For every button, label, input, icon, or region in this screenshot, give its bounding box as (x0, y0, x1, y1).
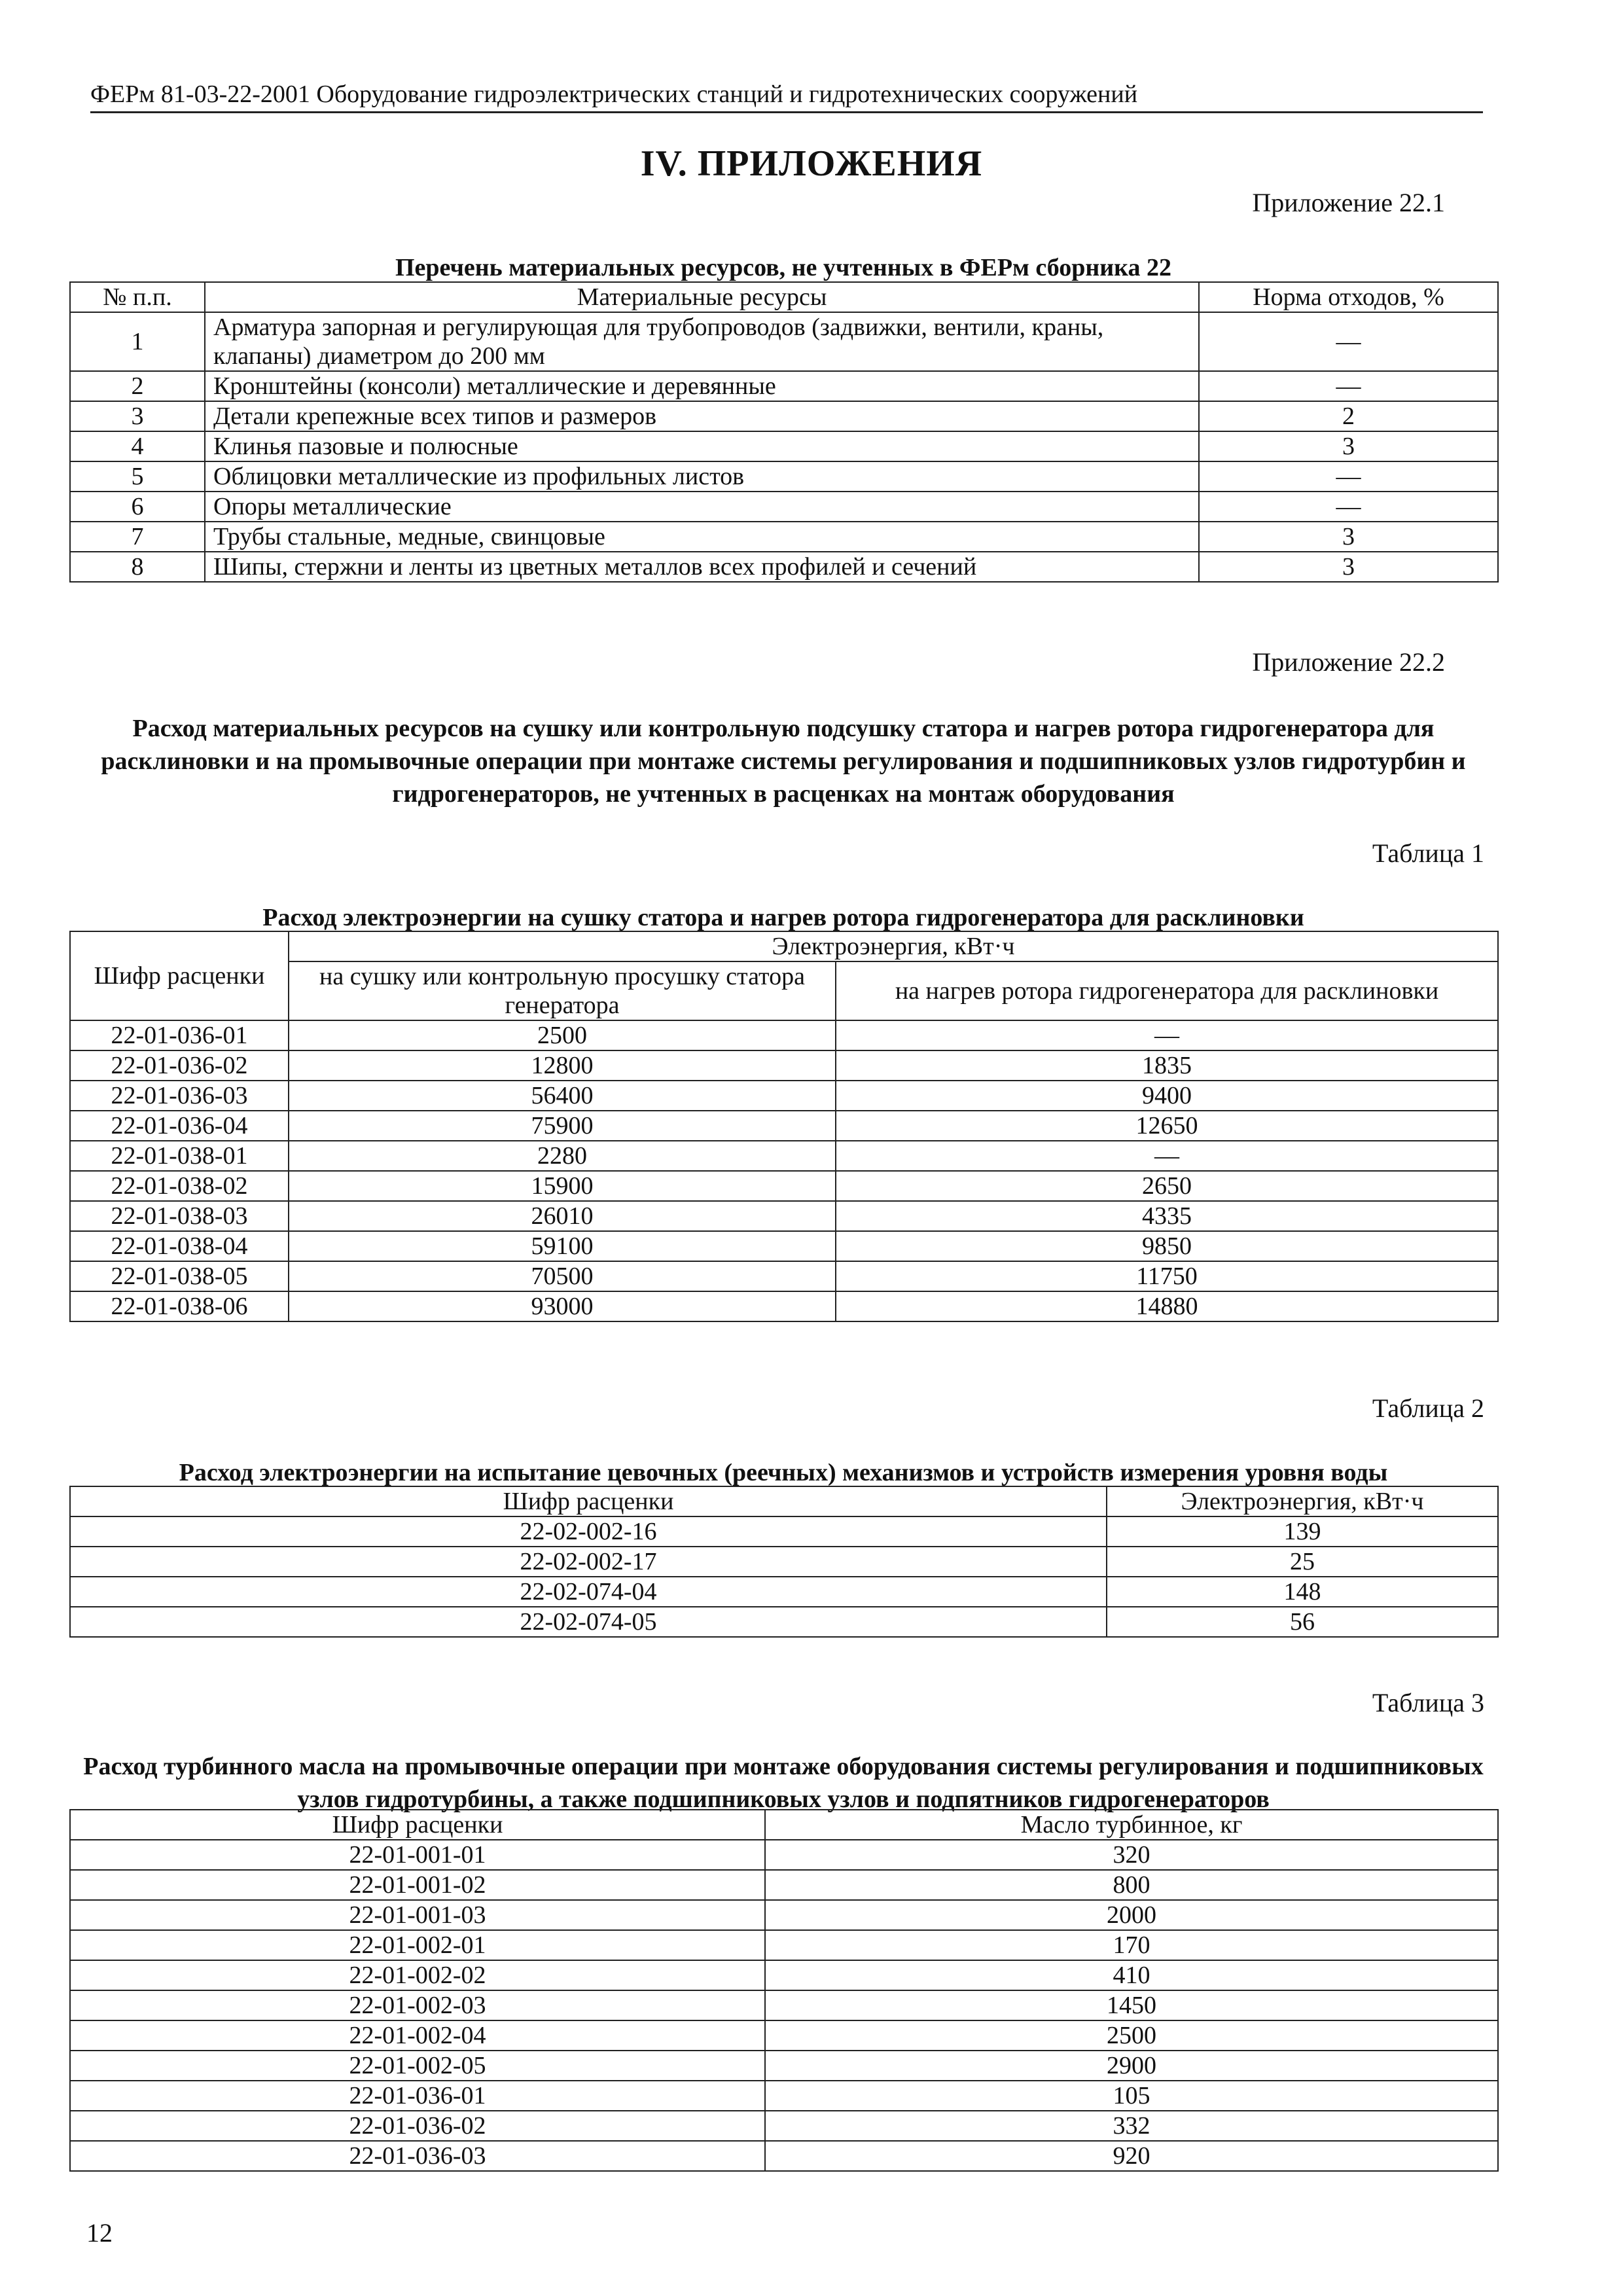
materials-table (69, 281, 1499, 583)
table-cell: 2000 (765, 1900, 1498, 1930)
table-3-label: Таблица 3 (1372, 1688, 1484, 1717)
table-cell: Облицовки металлические из профильных листов (205, 461, 1199, 492)
table-cell: 22-01-038-04 (70, 1231, 289, 1261)
table-row (70, 2111, 1498, 2141)
table-cell: 22-01-001-01 (70, 1840, 765, 1870)
table-row (70, 1201, 1498, 1231)
appendix-22-2-label: Приложение 22.2 (1252, 647, 1445, 677)
table-cell: Трубы стальные, медные, свинцовые (205, 522, 1199, 552)
table-cell: 22-01-038-03 (70, 1201, 289, 1231)
table-cell: 3 (1199, 552, 1498, 582)
table-cell: 920 (765, 2141, 1498, 2171)
table-row (70, 431, 1498, 461)
table-cell: 7 (70, 522, 205, 552)
table-cell: Опоры металлические (205, 492, 1199, 522)
table-cell: 22-01-001-03 (70, 1900, 765, 1930)
table-cell: 3 (1199, 431, 1498, 461)
column-header: Масло турбинное, кг (765, 1810, 1498, 1840)
table-cell: 1835 (836, 1050, 1498, 1081)
table-cell: Кронштейны (консоли) металлические и деревянные (205, 371, 1199, 401)
appendix-22-1-label: Приложение 22.1 (1252, 188, 1445, 217)
column-header: Шифр расценки (70, 1810, 765, 1840)
electricity-drying-table (69, 931, 1499, 1322)
table-1-label: Таблица 1 (1372, 838, 1484, 868)
table-cell: 22-01-036-01 (70, 1020, 289, 1050)
table-cell: 25 (1107, 1547, 1498, 1577)
table-2-caption: Расход электроэнергии на испытание цевочных (реечных) механизмов и устройств измерения уровня воды (179, 1459, 1388, 1486)
table-cell: 22-01-036-04 (70, 1111, 289, 1141)
table-cell: 410 (765, 1960, 1498, 1990)
table-cell: 22-02-002-16 (70, 1516, 1107, 1547)
table-header-row (70, 282, 1498, 312)
table-row (70, 1577, 1498, 1607)
table-cell: Арматура запорная и регулирующая для трубопроводов (задвижки, вентили, краны, клапаны) диаметром до 200 мм (205, 312, 1199, 371)
table-cell: 22-01-036-03 (70, 2141, 765, 2171)
table-cell: 22-02-074-04 (70, 1577, 1107, 1607)
table-cell: 22-01-038-06 (70, 1291, 289, 1321)
table-row (70, 1111, 1498, 1141)
table-cell: 4335 (836, 1201, 1498, 1231)
table-cell: 12650 (836, 1111, 1498, 1141)
table-cell: 2280 (289, 1141, 836, 1171)
table-cell: 2 (70, 371, 205, 401)
table-cell: 22-01-036-01 (70, 2081, 765, 2111)
table-row (70, 522, 1498, 552)
table-row (70, 1547, 1498, 1577)
table-cell: 9850 (836, 1231, 1498, 1261)
table-cell: 2900 (765, 2051, 1498, 2081)
turbine-oil-table-body (70, 1840, 1498, 2171)
table-cell: 22-02-074-05 (70, 1607, 1107, 1637)
table-row (70, 1930, 1498, 1960)
table-cell: — (836, 1020, 1498, 1050)
table-cell: 6 (70, 492, 205, 522)
column-group-header: Электроэнергия, кВт·ч (289, 931, 1498, 961)
table-cell: 2650 (836, 1171, 1498, 1201)
table-cell: — (1199, 312, 1498, 371)
table-row (70, 461, 1498, 492)
materials-table-body (70, 312, 1498, 582)
appendix-22-2-caption: Расход материальных ресурсов на сушку или контрольную подсушку статора и нагрев ротора гидрогенератора для расклиновки и на промывочные операции при монтаже системы регулирования и подшипниковых узлов гидротурбин и гидрогенераторов, не учтенных в расценках на монтаж оборудования (101, 715, 1466, 808)
table-row (70, 401, 1498, 431)
table-row (70, 492, 1498, 522)
table-row (70, 1020, 1498, 1050)
column-header: Электроэнергия, кВт·ч (1107, 1486, 1498, 1516)
table-cell: 800 (765, 1870, 1498, 1900)
table-cell: 22-01-036-02 (70, 2111, 765, 2141)
column-header: Материальные ресурсы (205, 282, 1199, 312)
table-cell: 2 (1199, 401, 1498, 431)
column-header: на сушку или контрольную просушку статора генератора (289, 961, 836, 1020)
column-header: Норма отходов, % (1199, 282, 1498, 312)
table-row (70, 1081, 1498, 1111)
table-cell: 59100 (289, 1231, 836, 1261)
table-cell: 22-01-038-02 (70, 1171, 289, 1201)
table-row (70, 1607, 1498, 1637)
table-row (70, 2020, 1498, 2051)
table-header-row (70, 1486, 1498, 1516)
table-cell: — (1199, 492, 1498, 522)
column-header: Шифр расценки (70, 931, 289, 1020)
table-cell: 75900 (289, 1111, 836, 1141)
table-cell: — (1199, 371, 1498, 401)
table-cell: Клинья пазовые и полюсные (205, 431, 1199, 461)
table-row (70, 1171, 1498, 1201)
table-cell: 1450 (765, 1990, 1498, 2020)
turbine-oil-table (69, 1809, 1499, 2172)
table-cell: 148 (1107, 1577, 1498, 1607)
table-cell: Детали крепежные всех типов и размеров (205, 401, 1199, 431)
table-cell: 332 (765, 2111, 1498, 2141)
section-title: IV. ПРИЛОЖЕНИЯ (640, 143, 983, 184)
table-cell: Шипы, стержни и ленты из цветных металлов всех профилей и сечений (205, 552, 1199, 582)
table-cell: 22-01-001-02 (70, 1870, 765, 1900)
table-cell: 139 (1107, 1516, 1498, 1547)
table-row (70, 1900, 1498, 1930)
electricity-testing-table (69, 1486, 1499, 1638)
table-cell: 56 (1107, 1607, 1498, 1637)
table-cell: 3 (70, 401, 205, 431)
table-row (70, 1050, 1498, 1081)
table-cell: 105 (765, 2081, 1498, 2111)
table-cell: 22-02-002-17 (70, 1547, 1107, 1577)
table-row (70, 1990, 1498, 2020)
table-cell: 70500 (289, 1261, 836, 1291)
table-cell: 11750 (836, 1261, 1498, 1291)
table-cell: 22-01-002-03 (70, 1990, 765, 2020)
table-row (70, 371, 1498, 401)
table-row (70, 1516, 1498, 1547)
column-header: Шифр расценки (70, 1486, 1107, 1516)
table-header-row (70, 931, 1498, 961)
table-row (70, 1291, 1498, 1321)
table-cell: 4 (70, 431, 205, 461)
table-row (70, 1231, 1498, 1261)
table-cell: 22-01-002-01 (70, 1930, 765, 1960)
table-cell: 14880 (836, 1291, 1498, 1321)
table-cell: 170 (765, 1930, 1498, 1960)
table-cell: 22-01-038-01 (70, 1141, 289, 1171)
table-row (70, 1141, 1498, 1171)
table-row (70, 2051, 1498, 2081)
table-cell: 22-01-038-05 (70, 1261, 289, 1291)
column-header: на нагрев ротора гидрогенератора для расклиновки (836, 961, 1498, 1020)
table-cell: 3 (1199, 522, 1498, 552)
table-cell: 22-01-002-04 (70, 2020, 765, 2051)
table-row (70, 2141, 1498, 2171)
table-cell: 12800 (289, 1050, 836, 1081)
table-row (70, 1960, 1498, 1990)
table-row (70, 312, 1498, 371)
table-cell: 22-01-036-03 (70, 1081, 289, 1111)
table-cell: 1 (70, 312, 205, 371)
table-row (70, 1261, 1498, 1291)
table-cell: 9400 (836, 1081, 1498, 1111)
table-cell: 56400 (289, 1081, 836, 1111)
table-cell: 22-01-002-05 (70, 2051, 765, 2081)
table-cell: 2500 (765, 2020, 1498, 2051)
table-header-row (70, 1810, 1498, 1840)
table-cell: 8 (70, 552, 205, 582)
table-3-caption: Расход турбинного масла на промывочные операции при монтаже оборудования системы регулирования и подшипниковых узлов гидротурбины, а также подшипниковых узлов и подпятников гидрогенераторов (83, 1753, 1484, 1813)
page-header: ФЕРм 81-03-22-2001 Оборудование гидроэлектрических станций и гидротехнических сооружений (90, 77, 1483, 113)
appendix-22-1-caption: Перечень материальных ресурсов, не учтенных в ФЕРм сборника 22 (395, 254, 1172, 281)
table-cell: — (1199, 461, 1498, 492)
table-row (70, 1870, 1498, 1900)
table-cell: 26010 (289, 1201, 836, 1231)
table-cell: 2500 (289, 1020, 836, 1050)
page-number: 12 (86, 2218, 113, 2248)
table-cell: 22-01-036-02 (70, 1050, 289, 1081)
table-1-caption: Расход электроэнергии на сушку статора и нагрев ротора гидрогенератора для расклиновки (262, 904, 1304, 931)
table-cell: 93000 (289, 1291, 836, 1321)
table-row (70, 1840, 1498, 1870)
column-header: № п.п. (70, 282, 205, 312)
electricity-testing-table-body (70, 1516, 1498, 1637)
table-cell: — (836, 1141, 1498, 1171)
electricity-drying-table-body (70, 1020, 1498, 1321)
table-cell: 22-01-002-02 (70, 1960, 765, 1990)
table-cell: 15900 (289, 1171, 836, 1201)
table-row (70, 2081, 1498, 2111)
table-cell: 5 (70, 461, 205, 492)
table-cell: 320 (765, 1840, 1498, 1870)
table-row (70, 552, 1498, 582)
table-2-label: Таблица 2 (1372, 1393, 1484, 1423)
